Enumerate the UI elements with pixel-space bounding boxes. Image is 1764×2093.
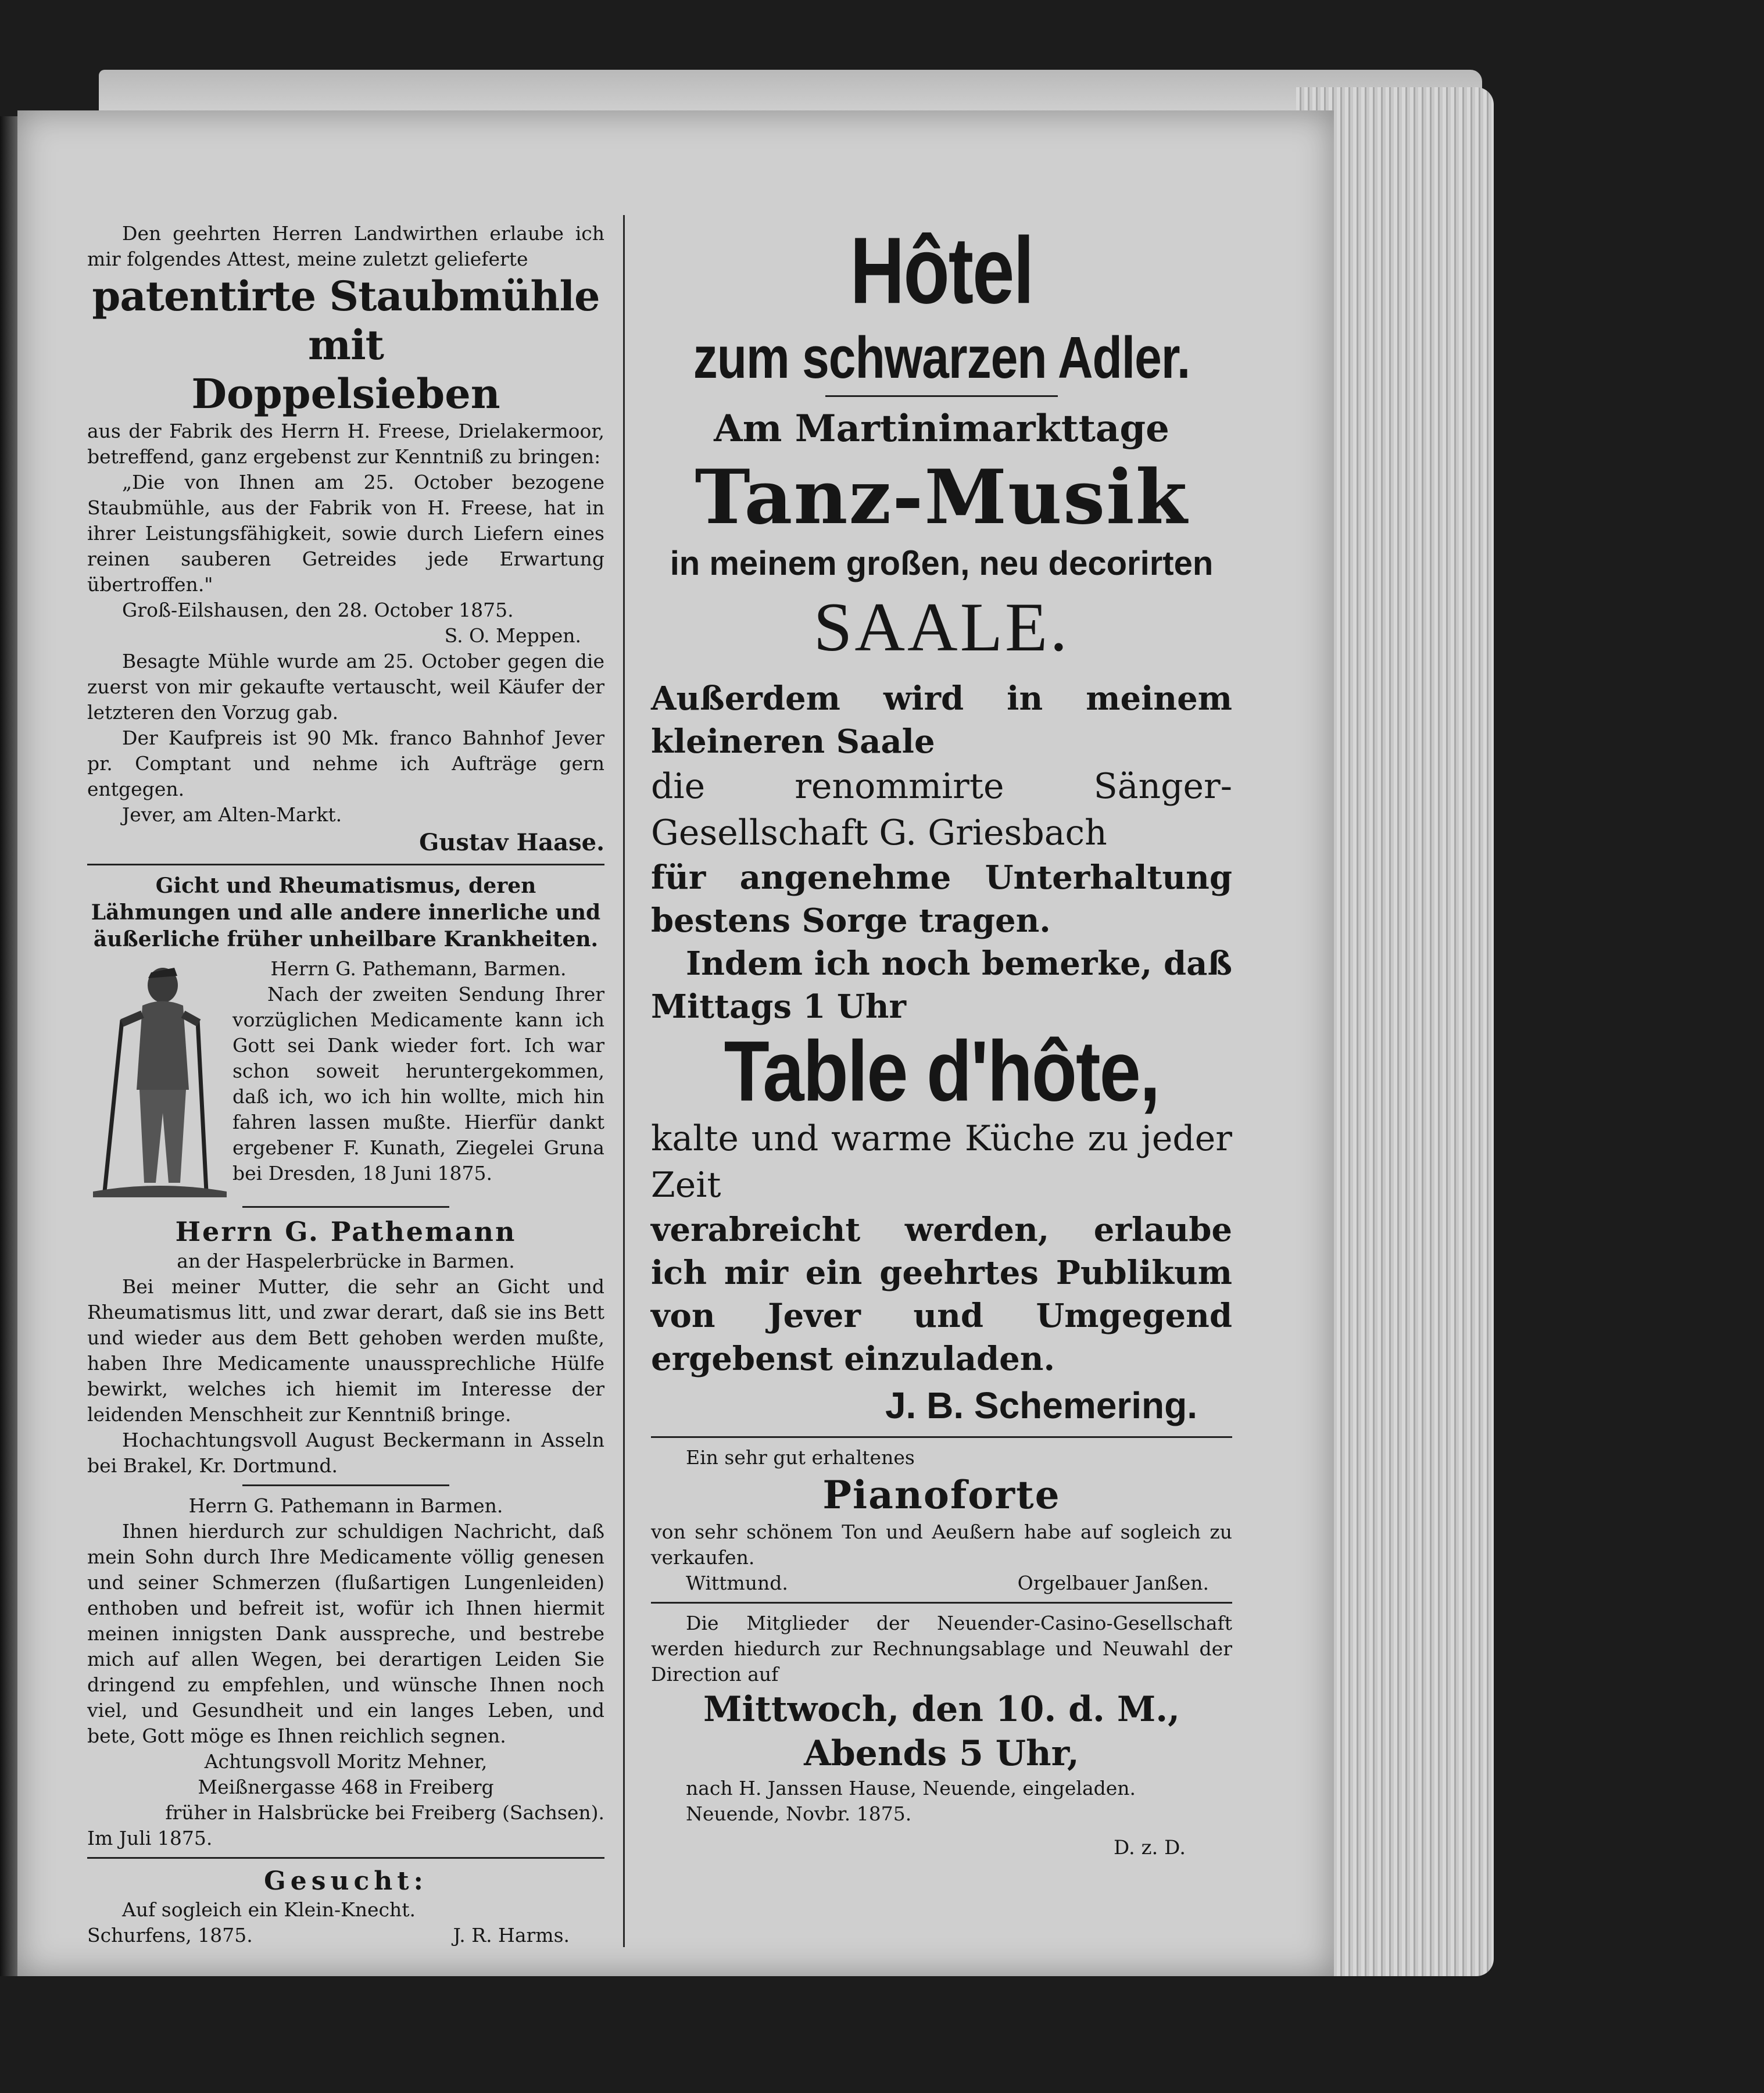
divider <box>651 1602 1232 1604</box>
advertiser-name: J. B. Schemering. <box>885 1384 1197 1426</box>
ad-text: Auf sogleich ein Klein-Knecht. <box>122 1898 416 1921</box>
divider <box>87 864 604 865</box>
letter-text: Bei meiner Mutter, die sehr an Gicht und Rheumatismus litt, und zwar derart, daß sie ins Bett und wieder aus dem Bett gehoben werden mußte, haben Ihre Medicamente unaussprechliche Hülfe bewirkt, welches ich hiemit im Interesse der leidenden Menschheit zur Kenntniß bringe. <box>87 1275 604 1426</box>
letter-signature-address: Meißnergasse 468 in Freiberg <box>198 1776 494 1798</box>
ad-title: Pianoforte <box>822 1472 1061 1518</box>
ad-text: nach H. Janssen Hause, Neuende, eingeladen. <box>686 1777 1136 1799</box>
letter-addressee: Herrn G. Pathemann, Barmen. <box>270 957 567 980</box>
event-text: verabreicht werden, erlaube ich mir ein geehrtes Publikum von Jever und Umgegend ergebenst einzuladen. <box>651 1211 1232 1378</box>
ad-body-3: Der Kaufpreis ist 90 Mk. franco Bahnhof Jever pr. Comptant und nehme ich Aufträge gern entgegen. <box>87 727 604 800</box>
ad-place-date: Neuende, Novbr. 1875. <box>686 1802 912 1825</box>
ad-intro: Den geehrten Herren Landwirthen erlaube ich mir folgendes Attest, meine zuletzt gelieferte <box>87 222 604 270</box>
letter-text: Nach der zweiten Sendung Ihrer vorzüglichen Medicamente kann ich Gott sei Dank wieder fort. Ich war schon soweit heruntergekommen, daß ich, wo ich hin wollte, mich hin fahren lassen mußte. Hierfür dankt ergebener F. Kunath, Ziegelei Gruna bei Dresden, 18 Juni 1875. <box>232 983 604 1185</box>
ad-quote: „Die von Ihnen am 25. October bezogene Staubmühle, aus der Fabrik von H. Freese, hat in ihrer Leistungsfähigkeit, sowie durch Liefern eines reinen sauberen Getreides jede Erwartung übertroffen." <box>87 471 604 596</box>
meeting-date: Mittwoch, den 10. d. M., <box>703 1689 1180 1730</box>
table-dhote-title: Table d'hôte, <box>724 1024 1160 1119</box>
casino-ad <box>651 1611 1232 1861</box>
gicht-ad <box>87 872 604 1200</box>
letter-signature: Hochachtungsvoll August Beckermann in Asseln bei Brakel, Kr. Dortmund. <box>87 1429 604 1477</box>
ad-body: aus der Fabrik des Herrn H. Freese, Drielakermoor, betreffend, ganz ergebenst zur Kenntniß zu bringen: <box>87 420 604 468</box>
ad-place-date: Groß-Eilshausen, den 28. October 1875. <box>122 599 514 621</box>
ad-headline: Gicht und Rheumatismus, deren Lähmungen und alle andere innerliche und äußerliche früher unheilbare Krankheiten. <box>91 874 601 951</box>
letter-date: Im Juli 1875. <box>87 1827 213 1849</box>
ad-name: Orgelbauer Janßen. <box>1017 1572 1209 1594</box>
pianoforte-ad <box>651 1445 1232 1596</box>
column-divider <box>623 215 625 1947</box>
ad-place: Wittmund. <box>686 1572 788 1594</box>
ad-place: Schurfens, 1875. <box>87 1924 253 1947</box>
gesucht-ad <box>87 1866 604 1948</box>
divider <box>87 1857 604 1859</box>
ad-body-2: Besagte Mühle wurde am 25. October gegen die zuerst von mir gekaufte vertauscht, weil Käufer der letzteren den Vorzug gab. <box>87 650 604 724</box>
hotel-subtitle: zum schwarzen Adler. <box>693 324 1190 391</box>
event-venue: in meinem großen, neu decorirten <box>670 545 1214 582</box>
ad-signer: S. O. Meppen. <box>444 624 581 647</box>
divider <box>242 1484 449 1486</box>
man-with-crutches-illustration <box>87 956 232 1200</box>
event-day: Am Martinimarkttage <box>714 407 1169 450</box>
ad-intro: Ein sehr gut erhaltenes <box>686 1446 915 1469</box>
letter-addressee: Herrn G. Pathemann in Barmen. <box>188 1494 503 1517</box>
ad-text: von sehr schönem Ton und Aeußern habe auf sogleich zu verkaufen. <box>651 1520 1232 1569</box>
ad-subtitle: an der Haspelerbrücke in Barmen. <box>177 1250 515 1272</box>
hotel-ad <box>651 217 1232 1430</box>
ad-text: Die Mitglieder der Neuender-Casino-Gesellschaft werden hiedurch zur Rechnungsablage und Neuwahl der Direction auf <box>651 1612 1232 1686</box>
divider <box>651 1436 1232 1438</box>
event-hall: SAALE. <box>813 588 1070 666</box>
event-text: für angenehme Unterhaltung bestens Sorge tragen. <box>651 858 1232 940</box>
event-text: Indem ich noch bemerke, daß Mittags 1 Uhr <box>651 944 1232 1026</box>
staubmuehle-ad <box>87 221 604 858</box>
event-text: Außerdem wird in meinem kleineren Saale <box>651 679 1232 761</box>
event-text: die renommirte Sänger-Gesellschaft G. Griesbach <box>651 766 1232 853</box>
ad-place: Jever, am Alten-Markt. <box>122 803 342 826</box>
pathemann-ad <box>87 1215 604 1851</box>
event-title: Tanz-Musik <box>695 454 1189 541</box>
letter-signature: Achtungsvoll Moritz Mehner, <box>204 1750 488 1773</box>
hotel-title: Hôtel <box>850 217 1033 324</box>
ad-title: Herrn G. Pathemann <box>175 1216 517 1247</box>
ad-headline: patentirte Staubmühle mit <box>92 272 600 369</box>
ad-advertiser: Gustav Haase. <box>419 829 604 856</box>
letter-signature-former: früher in Halsbrücke bei Freiberg (Sachsen). <box>165 1801 604 1824</box>
ad-headline-2: Doppelsieben <box>191 370 500 418</box>
divider <box>242 1206 449 1208</box>
ad-title: Gesucht: <box>264 1866 428 1896</box>
right-column <box>651 217 1232 1861</box>
ad-name: J. R. Harms. <box>453 1924 570 1947</box>
meeting-time: Abends 5 Uhr, <box>804 1733 1079 1774</box>
event-text: kalte und warme Küche zu jeder Zeit <box>651 1118 1232 1205</box>
letter-text: Ihnen hierdurch zur schuldigen Nachricht, daß mein Sohn durch Ihre Medicamente völlig genesen und seiner Schmerzen (flußartigen Lungenleiden) enthoben und befreit ist, wofür ich Ihnen hiermit meinen innigsten Dank ausspreche, und bestrebe mich auf allen Wegen, bei derartigen Leiden Sie dringend zu empfehlen, und wünsche Ihnen noch viel, und Gesundheit und ein langes Leben, und bete, Gott möge es Ihnen reichlich segnen. <box>87 1520 604 1747</box>
left-column <box>87 221 604 1948</box>
ad-signature: D. z. D. <box>1113 1836 1186 1859</box>
